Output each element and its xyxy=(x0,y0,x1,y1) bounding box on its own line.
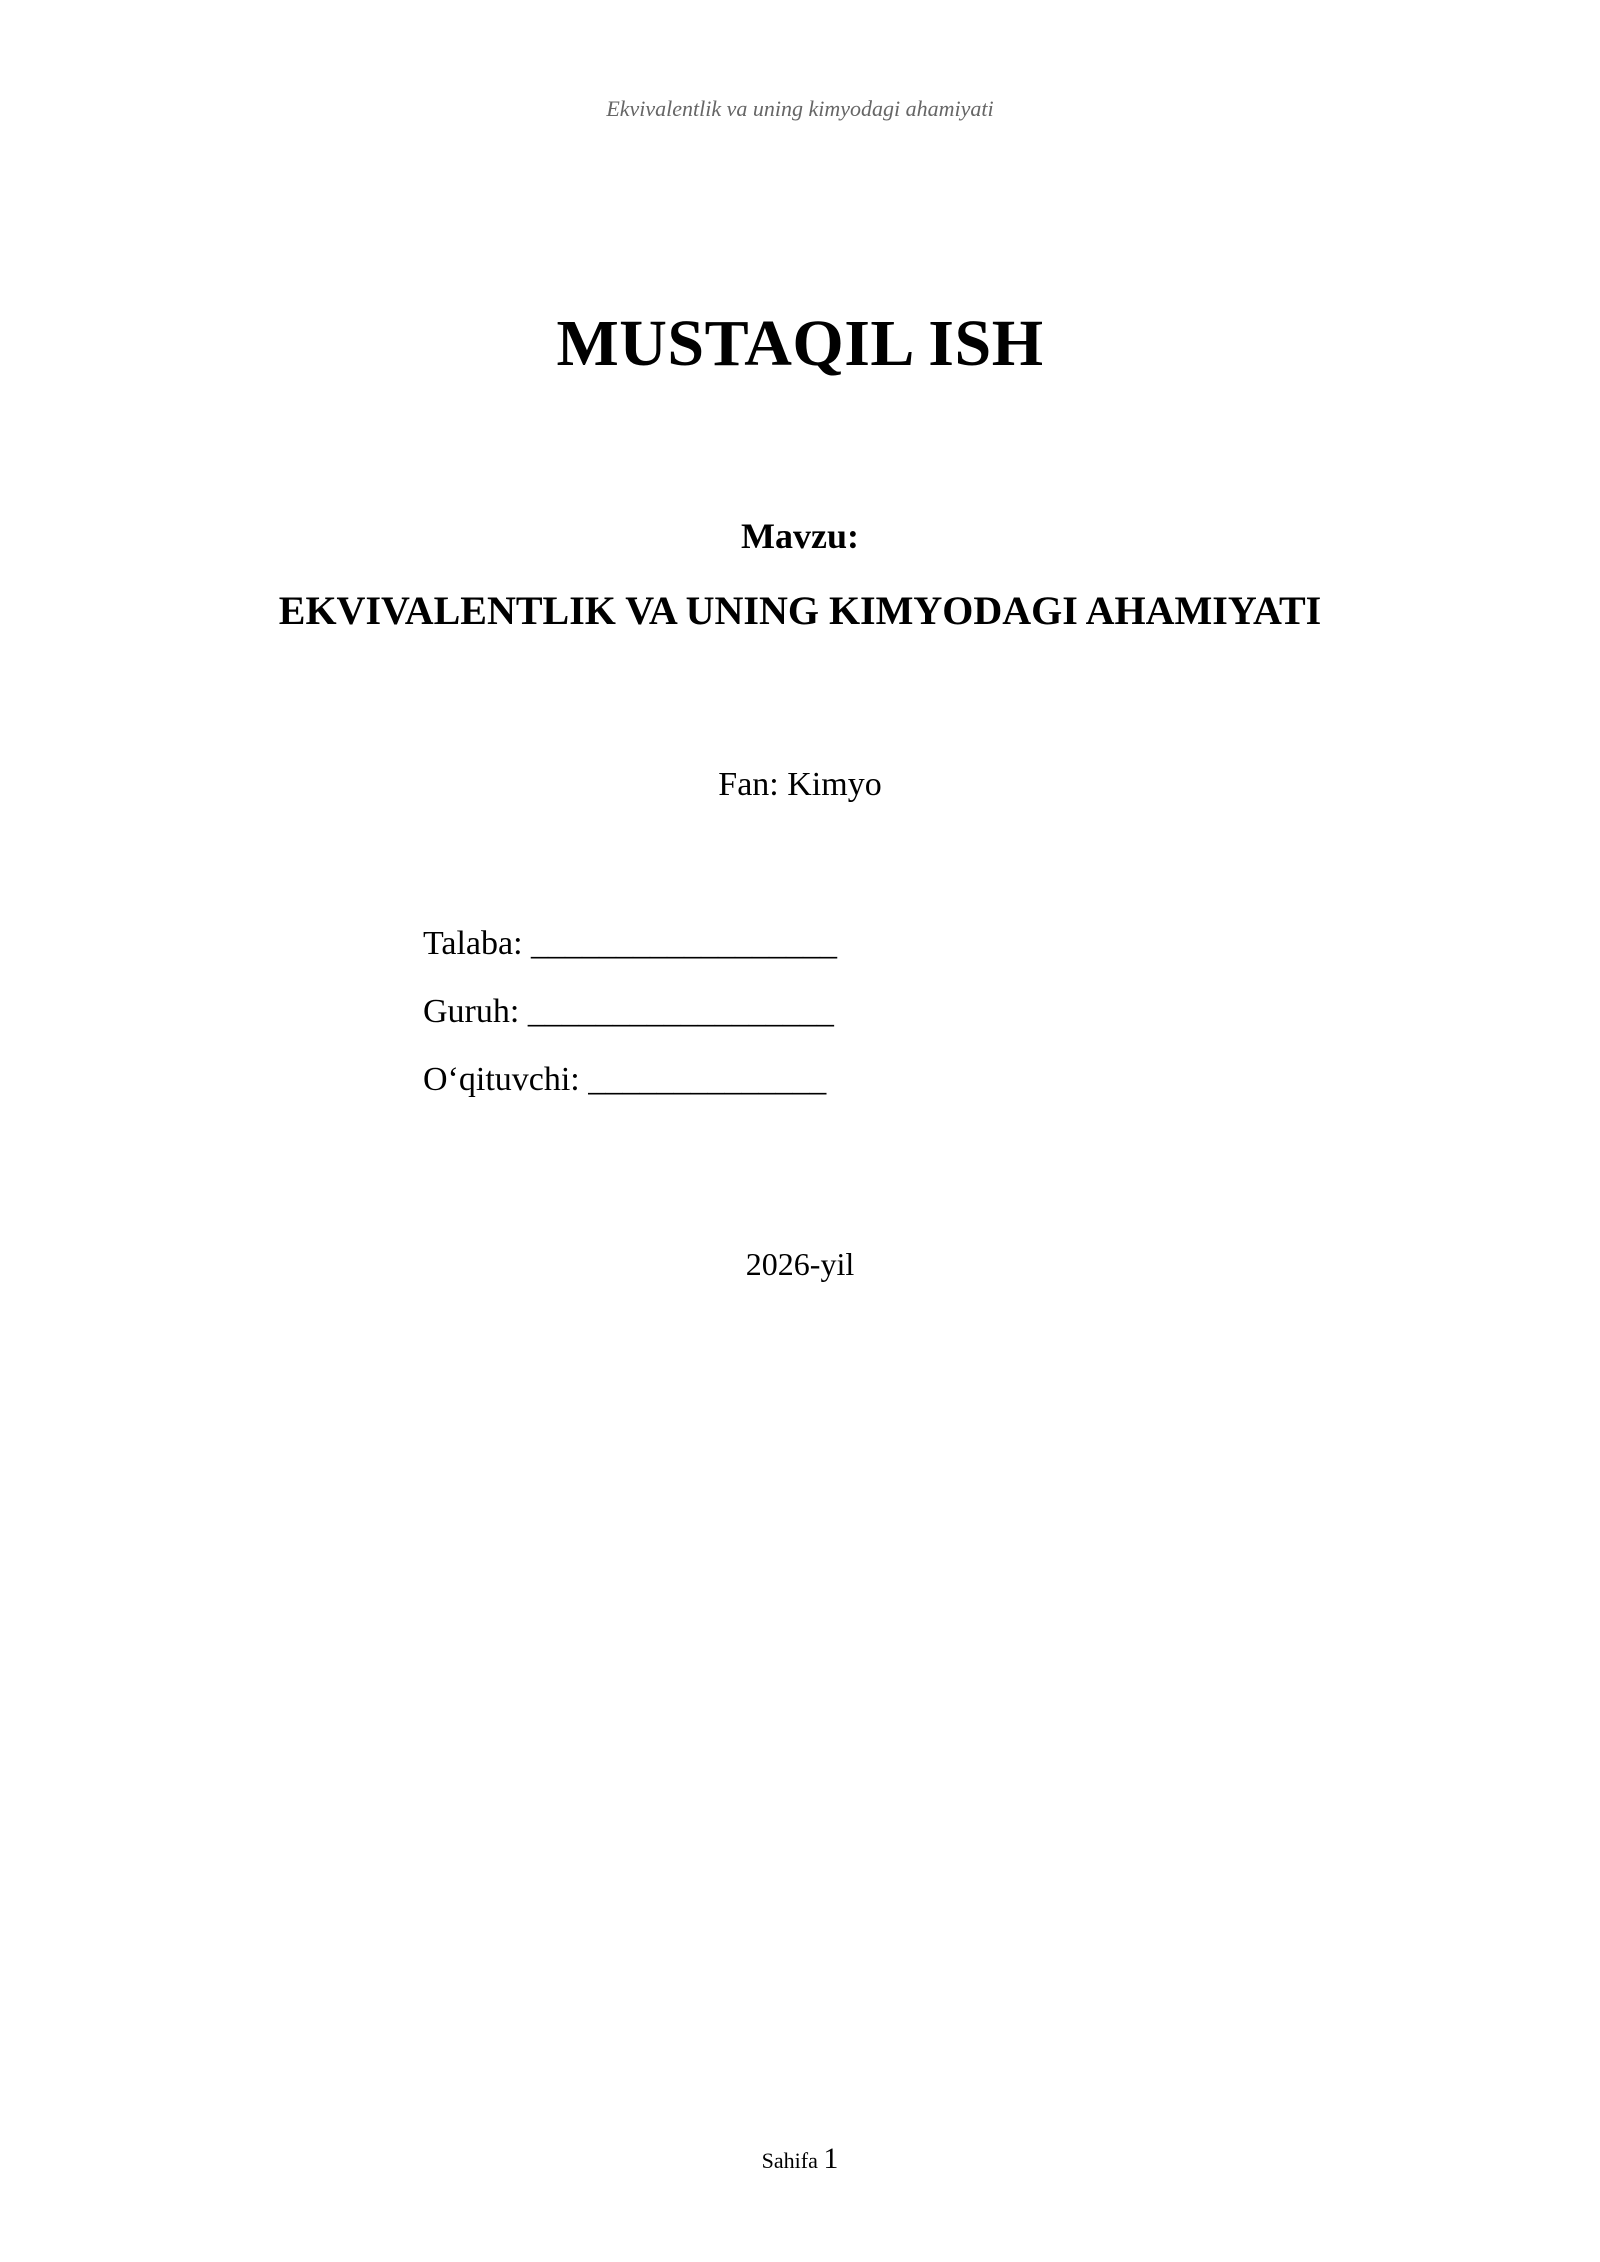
group-field: Guruh: __________________ xyxy=(423,993,834,1030)
running-header: Ekvivalentlik va uning kimyodagi ahamiyati xyxy=(606,96,994,121)
topic-label: Mavzu: xyxy=(741,516,859,556)
student-info-fields xyxy=(423,922,837,1126)
subject-line: Fan: Kimyo xyxy=(718,766,882,803)
student-field: Talaba: __________________ xyxy=(423,925,838,962)
teacher-field: O‘qituvchi: ______________ xyxy=(423,1061,827,1098)
document-title: MUSTAQIL ISH xyxy=(556,307,1044,380)
page-number: 1 xyxy=(823,2142,839,2175)
year: 2026-yil xyxy=(745,1246,855,1282)
page-label: Sahifa xyxy=(761,2148,818,2173)
page-footer xyxy=(0,2142,1600,2176)
topic-title: EKVIVALENTLIK VA UNING KIMYODAGI AHAMIYATI xyxy=(278,588,1322,633)
